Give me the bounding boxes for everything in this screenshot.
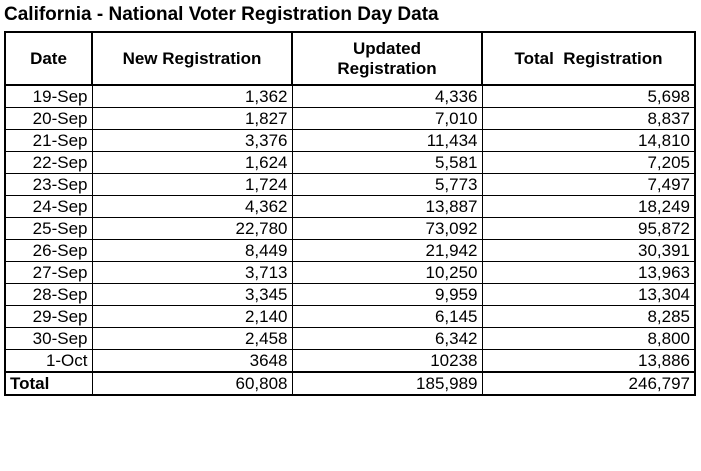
row-date: 19-Sep — [5, 85, 92, 108]
row-total: 5,698 — [482, 85, 695, 108]
header-row — [5, 32, 695, 85]
row-date: 29-Sep — [5, 306, 92, 328]
row-total: 8,800 — [482, 328, 695, 350]
row-date: 21-Sep — [5, 130, 92, 152]
row-date: 23-Sep — [5, 174, 92, 196]
row-date: 1-Oct — [5, 350, 92, 373]
row-date: 24-Sep — [5, 196, 92, 218]
header-updated-line1: Updated — [353, 38, 421, 58]
row-total: 8,285 — [482, 306, 695, 328]
row-new: 22,780 — [92, 218, 292, 240]
row-updated: 21,942 — [292, 240, 482, 262]
table-row — [5, 85, 695, 108]
total-row — [5, 372, 695, 395]
table-row — [5, 240, 695, 262]
row-updated: 73,092 — [292, 218, 482, 240]
table-title: California - National Voter Registration Day Data — [4, 4, 439, 25]
table-row — [5, 218, 695, 240]
row-new: 2,140 — [92, 306, 292, 328]
row-updated: 7,010 — [292, 108, 482, 130]
row-date: 26-Sep — [5, 240, 92, 262]
row-date: 30-Sep — [5, 328, 92, 350]
row-new: 3,713 — [92, 262, 292, 284]
row-date: 27-Sep — [5, 262, 92, 284]
table-row — [5, 262, 695, 284]
header-updated-line2: Registration — [337, 58, 437, 78]
row-new: 3,376 — [92, 130, 292, 152]
row-total: 7,497 — [482, 174, 695, 196]
row-updated: 5,773 — [292, 174, 482, 196]
row-total: 7,205 — [482, 152, 695, 174]
row-total: 13,886 — [482, 350, 695, 373]
row-total: 18,249 — [482, 196, 695, 218]
total-label: Total — [5, 372, 92, 395]
row-date: 28-Sep — [5, 284, 92, 306]
total-updated: 185,989 — [292, 372, 482, 395]
table-row — [5, 350, 695, 373]
table-row — [5, 306, 695, 328]
row-new: 4,362 — [92, 196, 292, 218]
registration-table — [4, 31, 696, 396]
table-row — [5, 152, 695, 174]
row-total: 13,304 — [482, 284, 695, 306]
row-new: 2,458 — [92, 328, 292, 350]
row-total: 13,963 — [482, 262, 695, 284]
row-new: 1,724 — [92, 174, 292, 196]
table-row — [5, 284, 695, 306]
header-date: Date — [5, 32, 92, 85]
row-updated: 6,342 — [292, 328, 482, 350]
row-updated: 11,434 — [292, 130, 482, 152]
table-row — [5, 174, 695, 196]
total-new: 60,808 — [92, 372, 292, 395]
row-total: 8,837 — [482, 108, 695, 130]
row-updated: 9,959 — [292, 284, 482, 306]
row-new: 8,449 — [92, 240, 292, 262]
total-total: 246,797 — [482, 372, 695, 395]
row-updated: 10238 — [292, 350, 482, 373]
row-date: 22-Sep — [5, 152, 92, 174]
row-date: 20-Sep — [5, 108, 92, 130]
row-total: 30,391 — [482, 240, 695, 262]
row-date: 25-Sep — [5, 218, 92, 240]
row-new: 1,624 — [92, 152, 292, 174]
row-updated: 4,336 — [292, 85, 482, 108]
header-updated-registration — [292, 32, 482, 85]
row-total: 95,872 — [482, 218, 695, 240]
header-total-registration: Total Registration — [482, 32, 695, 85]
row-total: 14,810 — [482, 130, 695, 152]
table-row — [5, 130, 695, 152]
table-row — [5, 108, 695, 130]
table-row — [5, 196, 695, 218]
row-new: 3,345 — [92, 284, 292, 306]
table-row — [5, 328, 695, 350]
row-updated: 6,145 — [292, 306, 482, 328]
row-updated: 13,887 — [292, 196, 482, 218]
row-new: 1,827 — [92, 108, 292, 130]
row-updated: 10,250 — [292, 262, 482, 284]
row-new: 3648 — [92, 350, 292, 373]
header-new-registration: New Registration — [92, 32, 292, 85]
row-updated: 5,581 — [292, 152, 482, 174]
row-new: 1,362 — [92, 85, 292, 108]
table-body — [5, 85, 695, 372]
